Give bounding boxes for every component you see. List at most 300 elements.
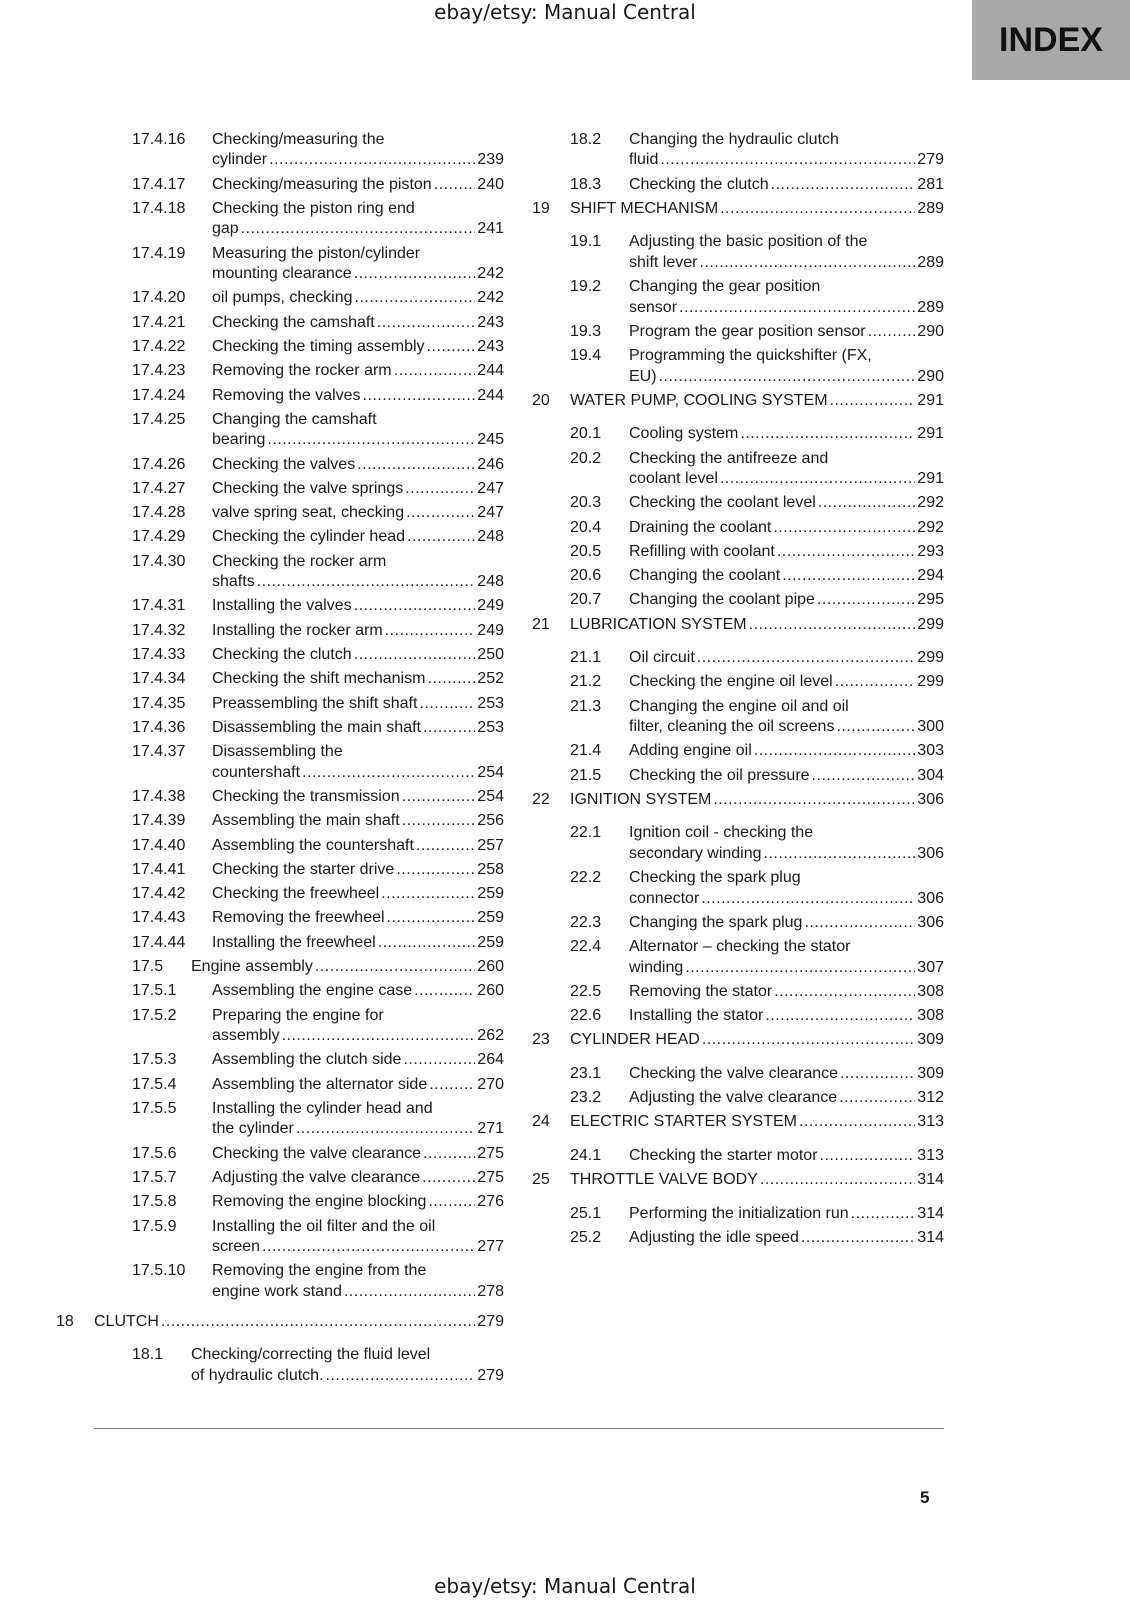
toc-entry[interactable] bbox=[532, 199, 944, 219]
toc-entry-text: screen bbox=[212, 1237, 261, 1255]
toc-entry-number: 18 bbox=[56, 1313, 74, 1331]
toc-entry-title bbox=[132, 1345, 504, 1386]
toc-entry-title bbox=[132, 694, 504, 714]
toc-entry-page: 253 bbox=[477, 718, 504, 736]
toc-entry[interactable] bbox=[532, 175, 944, 195]
toc-entry[interactable] bbox=[94, 669, 504, 689]
toc-entry-number: 20.7 bbox=[570, 591, 602, 609]
toc-entry-number: 17.4.28 bbox=[132, 504, 186, 522]
toc-entry[interactable] bbox=[94, 1192, 504, 1212]
toc-dot-leader bbox=[355, 288, 476, 308]
toc-entry[interactable] bbox=[94, 1261, 504, 1302]
toc-entry-text: Programming the quickshifter (FX, bbox=[629, 347, 872, 365]
toc-dot-leader bbox=[262, 1237, 475, 1257]
toc-dot-leader bbox=[419, 694, 475, 714]
toc-dot-leader bbox=[315, 957, 475, 977]
toc-entry-number: 17.4.37 bbox=[132, 743, 186, 761]
toc-entry-page: 306 bbox=[917, 889, 944, 907]
toc-dot-leader bbox=[774, 982, 915, 1002]
toc-entry-number: 21.3 bbox=[570, 697, 602, 715]
toc-dot-leader bbox=[344, 1282, 475, 1302]
toc-dot-leader bbox=[387, 908, 476, 928]
toc-entry-number: 17.4.22 bbox=[132, 338, 186, 355]
toc-entry-number: 17.4.30 bbox=[132, 552, 186, 570]
toc-dot-leader bbox=[699, 253, 915, 273]
toc-dot-leader bbox=[427, 669, 475, 689]
toc-dot-leader bbox=[840, 1064, 915, 1084]
toc-entry-text: Checking the transmission bbox=[212, 787, 400, 805]
toc-entry[interactable] bbox=[532, 1064, 944, 1084]
toc-dot-leader bbox=[777, 542, 915, 562]
toc-entry[interactable] bbox=[94, 386, 504, 406]
toc-entry[interactable] bbox=[94, 479, 504, 499]
toc-entry-title bbox=[132, 645, 504, 665]
toc-entry-page: 243 bbox=[477, 313, 504, 331]
toc-entry[interactable] bbox=[94, 130, 504, 171]
toc-entry[interactable] bbox=[94, 455, 504, 475]
toc-entry-page: 256 bbox=[477, 812, 504, 830]
toc-entry-text: Installing the valves bbox=[212, 597, 352, 615]
toc-entry-title bbox=[132, 527, 504, 547]
toc-entry-title bbox=[132, 669, 504, 689]
toc-entry-text: Removing the valves bbox=[212, 386, 361, 404]
toc-entry-page: 254 bbox=[477, 763, 504, 781]
toc-entry-title bbox=[132, 933, 504, 953]
toc-entry[interactable] bbox=[94, 1217, 504, 1258]
toc-entry-number: 17.5.10 bbox=[132, 1262, 186, 1280]
toc-entry[interactable] bbox=[94, 199, 504, 240]
toc-entry[interactable] bbox=[94, 621, 504, 641]
toc-entry-text: Checking the shift mechanism bbox=[212, 670, 426, 688]
toc-entry[interactable] bbox=[94, 175, 504, 195]
toc-entry[interactable] bbox=[532, 937, 944, 978]
toc-entry[interactable] bbox=[532, 518, 944, 538]
toc-entry-number: 17.5.3 bbox=[132, 1051, 177, 1069]
toc-entry-text: gap bbox=[212, 220, 239, 238]
toc-entry-number: 17.4.25 bbox=[132, 410, 186, 428]
toc-entry-text: Checking the engine oil level bbox=[629, 673, 833, 691]
toc-entry[interactable] bbox=[94, 503, 504, 523]
toc-entry-number: 22.1 bbox=[570, 824, 602, 842]
toc-entry-number: 17.5.1 bbox=[132, 982, 177, 1000]
toc-entry[interactable] bbox=[532, 493, 944, 513]
toc-entry[interactable] bbox=[94, 1075, 504, 1095]
toc-entry[interactable] bbox=[532, 766, 944, 786]
toc-dot-leader bbox=[659, 367, 916, 387]
toc-entry-text: winding bbox=[629, 958, 684, 976]
toc-entry-title bbox=[132, 621, 504, 641]
toc-entry-number: 17.5.6 bbox=[132, 1144, 177, 1162]
toc-entry-number: 22.5 bbox=[570, 982, 602, 1000]
toc-entry-title bbox=[132, 1192, 504, 1212]
toc-entry-number: 17.4.33 bbox=[132, 646, 186, 664]
toc-entry[interactable] bbox=[532, 130, 944, 171]
toc-entry[interactable] bbox=[532, 566, 944, 586]
toc-dot-leader bbox=[429, 1075, 475, 1095]
toc-entry-page: 292 bbox=[917, 518, 944, 536]
toc-entry-page: 241 bbox=[477, 220, 504, 238]
toc-entry-text: the cylinder bbox=[212, 1120, 294, 1138]
toc-entry-text: Oil circuit bbox=[629, 649, 695, 667]
toc-entry-page: 306 bbox=[917, 791, 944, 808]
toc-entry-text: Installing the oil filter and the oil bbox=[212, 1217, 436, 1235]
toc-entry[interactable] bbox=[94, 694, 504, 714]
toc-entry-text: Checking the piston ring end bbox=[212, 200, 415, 217]
toc-entry-title bbox=[132, 503, 504, 523]
toc-dot-leader bbox=[381, 884, 475, 904]
toc-entry-page: 259 bbox=[477, 909, 504, 927]
toc-dot-leader bbox=[740, 424, 915, 444]
toc-entry-number: 17.5.8 bbox=[132, 1193, 177, 1211]
toc-dot-leader bbox=[423, 718, 475, 738]
toc-entry-text: Engine assembly bbox=[191, 958, 313, 976]
toc-dot-leader bbox=[868, 322, 916, 342]
toc-entry-page: 277 bbox=[477, 1237, 504, 1255]
toc-entry-number: 23 bbox=[532, 1031, 550, 1049]
toc-entry-title bbox=[132, 1050, 504, 1070]
toc-entry[interactable] bbox=[532, 449, 944, 490]
toc-entry-number: 17.5.4 bbox=[132, 1075, 177, 1093]
toc-entry-text: Assembling the main shaft bbox=[212, 812, 400, 830]
toc-dot-leader bbox=[257, 572, 476, 592]
toc-entry-text: countershaft bbox=[212, 763, 301, 781]
toc-entry[interactable] bbox=[94, 288, 504, 308]
toc-entry-text: Preparing the engine for bbox=[212, 1006, 384, 1024]
toc-dot-leader bbox=[427, 337, 476, 357]
toc-dot-leader bbox=[697, 648, 916, 668]
toc-entry-title bbox=[132, 1261, 504, 1302]
toc-entry[interactable] bbox=[94, 337, 504, 357]
toc-entry[interactable] bbox=[94, 1099, 504, 1140]
toc-entry-title bbox=[132, 884, 504, 904]
toc-entry[interactable] bbox=[94, 933, 504, 953]
toc-entry-number: 21.2 bbox=[570, 673, 602, 691]
toc-entry-text: Checking the valves bbox=[212, 455, 356, 473]
toc-entry-text: Checking/measuring the piston bbox=[212, 175, 432, 193]
toc-entry[interactable] bbox=[94, 836, 504, 856]
toc-entry-text: valve spring seat, checking bbox=[212, 504, 405, 522]
toc-entry[interactable] bbox=[532, 1228, 944, 1248]
toc-entry-text: Removing the stator bbox=[629, 982, 773, 1000]
toc-entry-page: 264 bbox=[477, 1051, 504, 1069]
toc-entry-page: 275 bbox=[477, 1144, 504, 1162]
toc-entry-text: Checking/measuring the bbox=[212, 131, 385, 148]
toc-entry-page: 245 bbox=[477, 431, 504, 449]
toc-entry-title bbox=[132, 908, 504, 928]
toc-entry-number: 25 bbox=[532, 1171, 550, 1189]
toc-entry[interactable] bbox=[94, 718, 504, 738]
toc-dot-leader bbox=[423, 1144, 475, 1164]
toc-dot-leader bbox=[820, 1146, 916, 1166]
toc-entry-number: 17.4.21 bbox=[132, 313, 186, 331]
toc-entry-title bbox=[132, 1075, 504, 1095]
footer-divider bbox=[94, 1428, 944, 1429]
toc-entry-number: 17.5.9 bbox=[132, 1217, 177, 1235]
toc-entry[interactable] bbox=[94, 884, 504, 904]
toc-entry[interactable] bbox=[94, 361, 504, 381]
toc-entry-text: Adjusting the basic position of the bbox=[629, 233, 868, 251]
toc-entry[interactable] bbox=[532, 741, 944, 761]
toc-entry[interactable] bbox=[94, 957, 504, 977]
toc-entry[interactable] bbox=[56, 1312, 504, 1332]
toc-dot-leader bbox=[354, 645, 476, 665]
toc-entry[interactable] bbox=[532, 1170, 944, 1190]
toc-entry-number: 19 bbox=[532, 200, 550, 217]
toc-entry-title bbox=[132, 787, 504, 807]
toc-entry[interactable] bbox=[94, 1006, 504, 1047]
toc-entry-title bbox=[132, 1144, 504, 1164]
toc-entry-title bbox=[132, 957, 504, 977]
toc-entry[interactable] bbox=[94, 645, 504, 665]
toc-entry[interactable] bbox=[532, 232, 944, 273]
toc-dot-leader bbox=[402, 811, 476, 831]
page-number: 5 bbox=[920, 1488, 930, 1507]
toc-entry-text: Disassembling the main shaft bbox=[212, 718, 421, 736]
toc-entry-text: Changing the gear position bbox=[629, 278, 821, 296]
toc-entry-text: THROTTLE VALVE BODY bbox=[570, 1171, 758, 1189]
toc-entry[interactable] bbox=[532, 790, 944, 810]
toc-entry[interactable] bbox=[532, 322, 944, 342]
toc-entry-text: Checking the coolant level bbox=[629, 494, 816, 512]
toc-entry[interactable] bbox=[532, 391, 944, 411]
toc-entry[interactable] bbox=[94, 981, 504, 1001]
toc-entry-text: Draining the coolant bbox=[629, 518, 772, 536]
toc-entry-text: Ignition coil - checking the bbox=[629, 824, 814, 842]
toc-entry-page: 314 bbox=[917, 1204, 944, 1222]
toc-entry-text: mounting clearance bbox=[212, 265, 352, 283]
toc-entry-number: 21.4 bbox=[570, 742, 602, 760]
toc-entry-text: Checking the oil pressure bbox=[629, 766, 810, 784]
toc-entry-text: Changing the engine oil and oil bbox=[629, 697, 849, 715]
toc-entry-page: 309 bbox=[917, 1064, 944, 1082]
toc-entry-text: Checking the clutch bbox=[212, 646, 352, 664]
watermark-bottom: ebay/etsy: Manual Central bbox=[434, 1574, 696, 1598]
toc-entry-page: 243 bbox=[477, 338, 504, 355]
toc-entry-number: 17.4.34 bbox=[132, 670, 186, 688]
toc-entry-number: 18.3 bbox=[570, 175, 602, 193]
toc-entry[interactable] bbox=[532, 1146, 944, 1166]
toc-entry-text: engine work stand bbox=[212, 1282, 342, 1300]
toc-entry-text: Checking the antifreeze and bbox=[629, 449, 829, 467]
toc-entry-text: shafts bbox=[212, 573, 255, 591]
toc-entry-number: 17.4.41 bbox=[132, 860, 186, 878]
toc-entry-page: 246 bbox=[477, 455, 504, 473]
toc-dot-leader bbox=[241, 219, 476, 239]
toc-dot-leader bbox=[836, 717, 915, 737]
toc-entry-text: Checking/correcting the fluid level bbox=[191, 1346, 431, 1364]
toc-dot-leader bbox=[835, 672, 916, 692]
toc-entry-page: 289 bbox=[917, 200, 944, 217]
toc-dot-leader bbox=[702, 1030, 915, 1050]
toc-dot-leader bbox=[428, 1192, 475, 1212]
toc-entry-text: Checking the timing assembly bbox=[212, 338, 425, 355]
toc-entry[interactable] bbox=[94, 552, 504, 593]
toc-entry-page: 307 bbox=[917, 958, 944, 976]
toc-entry[interactable] bbox=[532, 1006, 944, 1026]
toc-entry[interactable] bbox=[94, 1144, 504, 1164]
toc-entry[interactable] bbox=[94, 860, 504, 880]
toc-entry-text: fluid bbox=[629, 151, 659, 169]
toc-entry-page: 248 bbox=[477, 528, 504, 546]
toc-dot-leader bbox=[402, 787, 476, 807]
toc-entry[interactable] bbox=[532, 1204, 944, 1224]
toc-entry-page: 244 bbox=[477, 362, 504, 380]
toc-dot-leader bbox=[161, 1312, 475, 1332]
toc-entry-text: connector bbox=[629, 889, 700, 907]
toc-entry-page: 259 bbox=[477, 933, 504, 951]
toc-entry-title bbox=[532, 199, 944, 219]
toc-entry-page: 240 bbox=[477, 175, 504, 193]
toc-entry-number: 17.4.29 bbox=[132, 528, 186, 546]
toc-entry[interactable] bbox=[94, 596, 504, 616]
toc-entry-text: Adjusting the valve clearance bbox=[629, 1089, 838, 1107]
toc-dot-leader bbox=[851, 1204, 916, 1224]
toc-dot-leader bbox=[394, 361, 476, 381]
toc-entry[interactable] bbox=[94, 1050, 504, 1070]
toc-entry-title bbox=[132, 244, 504, 285]
toc-entry[interactable] bbox=[532, 590, 944, 610]
toc-entry-page: 299 bbox=[917, 615, 944, 633]
toc-entry[interactable] bbox=[532, 823, 944, 864]
toc-entry-text: sensor bbox=[629, 298, 678, 316]
toc-entry-page: 306 bbox=[917, 913, 944, 931]
toc-entry-title bbox=[132, 1168, 504, 1188]
toc-entry-text: Preassembling the shift shaft bbox=[212, 694, 418, 712]
toc-entry-text: Assembling the alternator side bbox=[212, 1075, 428, 1093]
toc-dot-leader bbox=[302, 763, 475, 783]
toc-dot-leader bbox=[414, 981, 475, 1001]
toc-entry-title bbox=[132, 860, 504, 880]
toc-entry-text: of hydraulic clutch. bbox=[191, 1366, 324, 1384]
toc-entry-text: Assembling the engine case bbox=[212, 982, 413, 1000]
toc-entry-number: 19.3 bbox=[570, 322, 602, 340]
toc-entry-number: 17.4.44 bbox=[132, 933, 186, 951]
toc-entry-text: EU) bbox=[629, 367, 657, 385]
toc-entry-page: 271 bbox=[477, 1120, 504, 1138]
toc-entry[interactable] bbox=[94, 908, 504, 928]
toc-entry-title bbox=[132, 337, 504, 357]
toc-entry-text: assembly bbox=[212, 1027, 280, 1045]
toc-entry-number: 17.4.38 bbox=[132, 787, 186, 805]
toc-entry-page: 289 bbox=[917, 298, 944, 316]
toc-entry-page: 304 bbox=[917, 766, 944, 784]
toc-entry-number: 22.2 bbox=[570, 869, 602, 887]
toc-entry-number: 20.1 bbox=[570, 425, 602, 443]
toc-dot-leader bbox=[760, 1170, 915, 1190]
toc-entry[interactable] bbox=[94, 313, 504, 333]
toc-entry[interactable] bbox=[532, 648, 944, 668]
toc-entry-page: 242 bbox=[477, 265, 504, 283]
toc-entry-text: Checking the cylinder head bbox=[212, 528, 406, 546]
toc-entry-text: Checking the valve clearance bbox=[629, 1064, 839, 1082]
toc-entry[interactable] bbox=[94, 811, 504, 831]
toc-entry-number: 17.4.26 bbox=[132, 455, 186, 473]
toc-entry-page: 253 bbox=[477, 694, 504, 712]
toc-entry[interactable] bbox=[532, 697, 944, 738]
toc-entry[interactable] bbox=[532, 913, 944, 933]
toc-dot-leader bbox=[377, 313, 476, 333]
toc-entry-text: coolant level bbox=[629, 469, 718, 487]
toc-entry-text: Alternator – checking the stator bbox=[629, 938, 851, 956]
toc-entry-page: 299 bbox=[917, 673, 944, 691]
toc-entry-page: 250 bbox=[477, 646, 504, 664]
toc-entry[interactable] bbox=[94, 527, 504, 547]
toc-entry-page: 303 bbox=[917, 742, 944, 760]
toc-entry[interactable] bbox=[532, 346, 944, 387]
toc-entry[interactable] bbox=[94, 1345, 504, 1386]
toc-entry-number: 17.4.39 bbox=[132, 812, 186, 830]
toc-dot-leader bbox=[799, 1112, 915, 1132]
toc-entry-page: 306 bbox=[917, 844, 944, 862]
toc-entry-page: 300 bbox=[917, 718, 944, 736]
toc-entry-text: LUBRICATION SYSTEM bbox=[570, 615, 747, 633]
toc-dot-leader bbox=[354, 264, 476, 284]
toc-entry[interactable] bbox=[532, 982, 944, 1002]
toc-entry-text: Measuring the piston/cylinder bbox=[212, 244, 421, 262]
toc-entry[interactable] bbox=[94, 410, 504, 451]
toc-entry[interactable] bbox=[532, 424, 944, 444]
toc-entry[interactable] bbox=[532, 542, 944, 562]
toc-entry[interactable] bbox=[532, 868, 944, 909]
toc-entry[interactable] bbox=[532, 1030, 944, 1050]
toc-entry-title bbox=[132, 742, 504, 783]
toc-entry-text: Checking the clutch bbox=[629, 175, 769, 193]
toc-dot-leader bbox=[754, 741, 916, 761]
toc-entry-page: 313 bbox=[917, 1146, 944, 1164]
toc-entry-number: 18.2 bbox=[570, 131, 602, 148]
toc-entry-page: 248 bbox=[477, 573, 504, 591]
toc-entry-title bbox=[132, 1217, 504, 1258]
toc-entry-text: WATER PUMP, COOLING SYSTEM bbox=[570, 391, 828, 409]
toc-entry-number: 17.4.17 bbox=[132, 175, 186, 193]
toc-entry-title bbox=[132, 1006, 504, 1047]
toc-dot-leader bbox=[403, 1050, 475, 1070]
toc-dot-leader bbox=[296, 1119, 475, 1139]
toc-entry-number: 25.2 bbox=[570, 1228, 602, 1246]
toc-entry-page: 259 bbox=[477, 885, 504, 903]
toc-entry-number: 20.5 bbox=[570, 542, 602, 560]
toc-entry-number: 17.4.43 bbox=[132, 909, 186, 927]
toc-entry-text: Checking the spark plug bbox=[629, 869, 801, 887]
toc-entry-page: 258 bbox=[477, 860, 504, 878]
toc-entry-text: Checking the valve springs bbox=[212, 479, 404, 497]
toc-entry-number: 19.2 bbox=[570, 278, 602, 296]
toc-entry-text: IGNITION SYSTEM bbox=[570, 791, 712, 808]
toc-dot-leader bbox=[765, 1006, 915, 1026]
toc-entry[interactable] bbox=[532, 672, 944, 692]
toc-entry-page: 291 bbox=[917, 425, 944, 443]
toc-entry[interactable] bbox=[94, 787, 504, 807]
toc-entry-number: 17.5.5 bbox=[132, 1099, 177, 1117]
toc-entry[interactable] bbox=[532, 615, 944, 635]
toc-dot-leader bbox=[782, 566, 915, 586]
toc-entry-number: 24 bbox=[532, 1113, 550, 1131]
toc-entry-page: 279 bbox=[477, 1366, 504, 1384]
toc-entry[interactable] bbox=[532, 277, 944, 318]
toc-entry[interactable] bbox=[94, 1168, 504, 1188]
toc-dot-leader bbox=[679, 298, 915, 318]
toc-entry-text: Cooling system bbox=[629, 425, 739, 443]
toc-entry-title bbox=[132, 479, 504, 499]
toc-entry-text: Installing the stator bbox=[629, 1007, 764, 1025]
toc-entry[interactable] bbox=[532, 1112, 944, 1132]
toc-entry[interactable] bbox=[94, 244, 504, 285]
toc-entry-title bbox=[132, 811, 504, 831]
toc-entry-text: bearing bbox=[212, 431, 266, 449]
toc-entry[interactable] bbox=[532, 1088, 944, 1108]
toc-entry-text: shift lever bbox=[629, 253, 698, 271]
toc-entry[interactable] bbox=[94, 742, 504, 783]
